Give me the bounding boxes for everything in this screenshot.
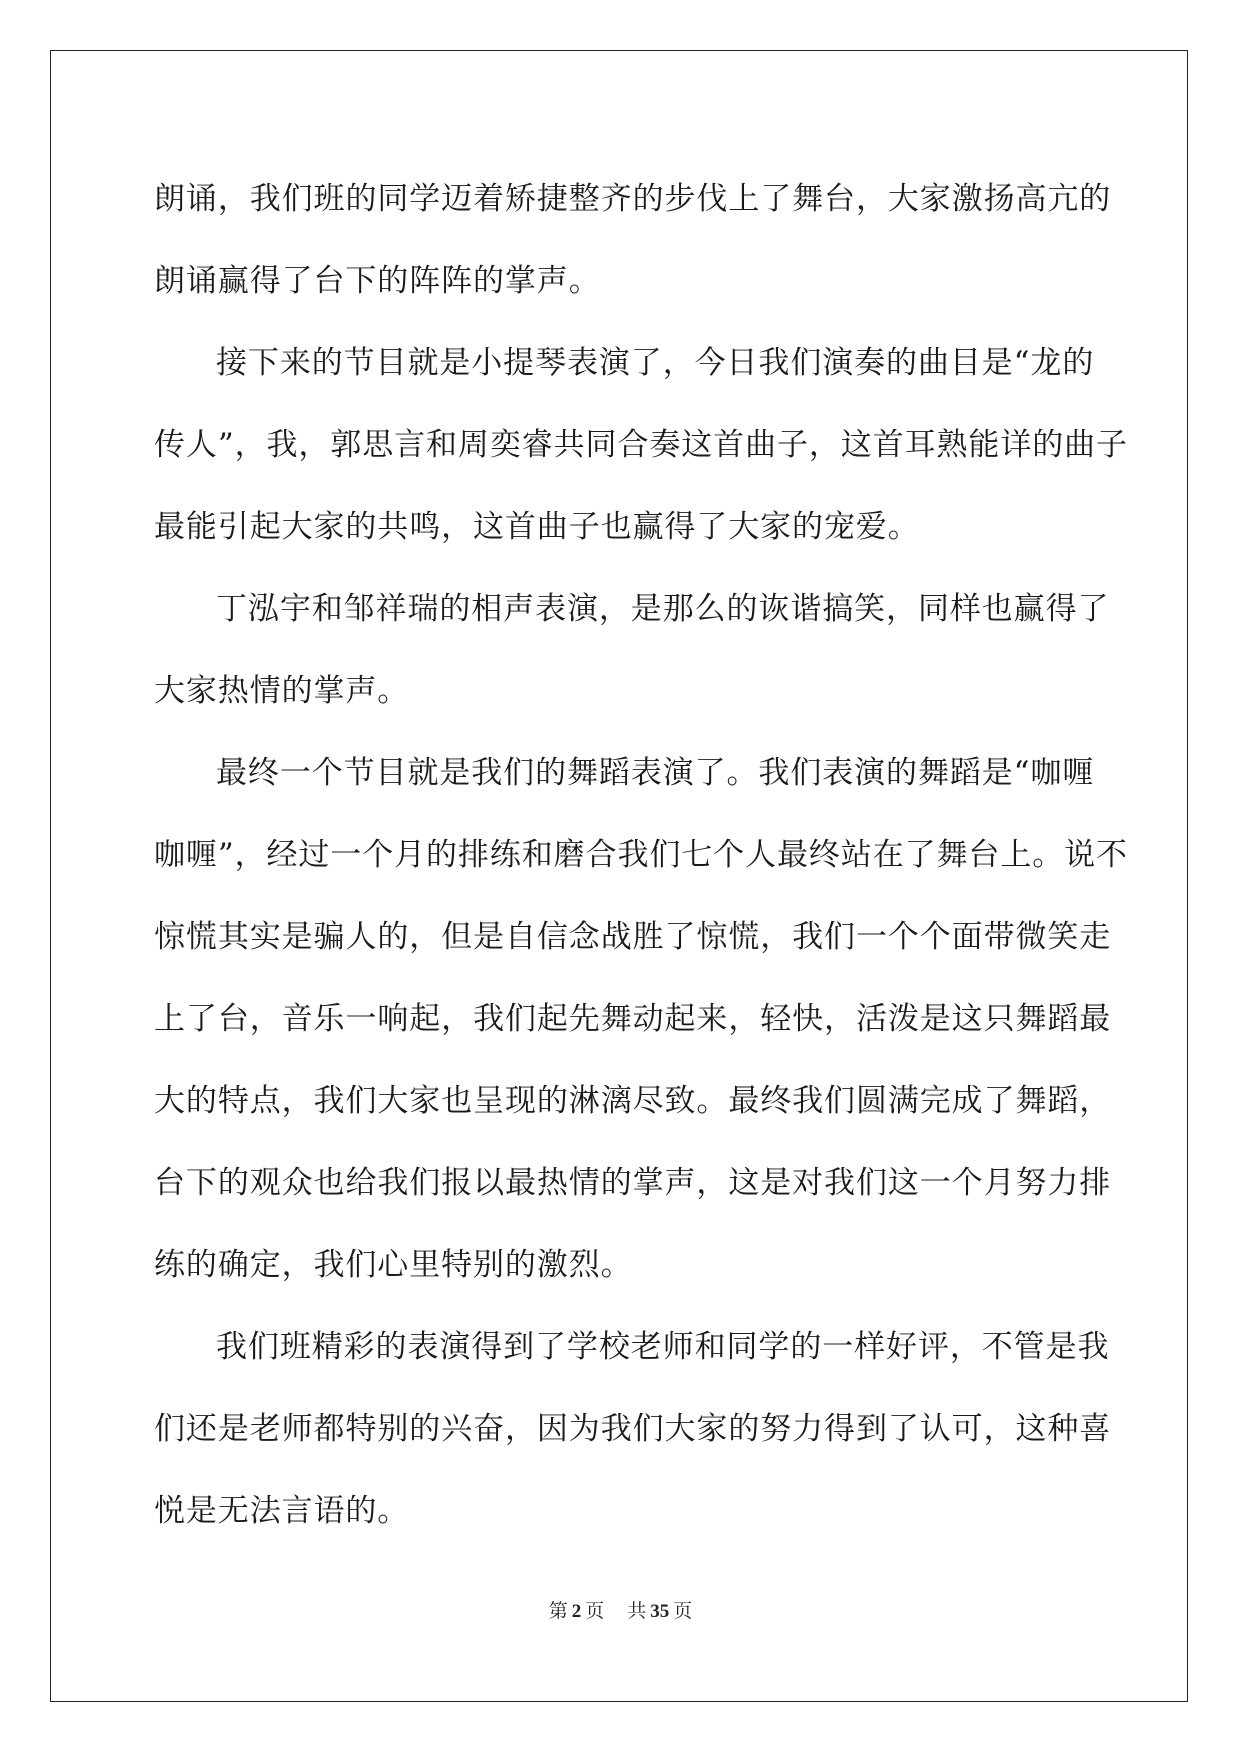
text-line: 朗 诵 ， 我 们 班 的 同 学 迈 着 矫 捷 整 齐 的 步 伐 上 了 舞 台 ， 大 家 激 扬 高 亢 的 (154, 181, 1112, 217)
text-line: 练的确定，我们心里特别的激烈。 (154, 1247, 633, 1283)
page-footer (0, 1596, 1241, 1623)
page-number-suffix: 页 (585, 1601, 605, 1622)
text-line: 大 的 特 点 ， 我 们 大 家 也 呈 现 的 淋 漓 尽 致 。 最 终 我 们 圆 满 完 成 了 舞 蹈 ， (154, 1083, 1112, 1119)
total-pages-prefix: 共 (627, 1601, 647, 1622)
text-line: 接 下 来 的 节 目 就 是 小 提 琴 表 演 了 ， 今 日 我 们 演 奏 的 曲 目 是 “ 龙 的 (216, 345, 1095, 381)
text-line: 咖 喱 ” ， 经 过 一 个 月 的 排 练 和 磨 合 我 们 七 个 人 最 终 站 在 了 舞 台 上 。 说 不 (154, 837, 1128, 873)
text-line: 朗诵赢得了台下的阵阵的掌声。 (154, 263, 601, 299)
text-line: 最 终 一 个 节 目 就 是 我 们 的 舞 蹈 表 演 了 。 我 们 表 演 的 舞 蹈 是 “ 咖 喱 (216, 755, 1095, 791)
document-body (154, 158, 1128, 1552)
total-pages: 35 (650, 1601, 670, 1622)
text-line: 悦是无法言语的。 (154, 1493, 410, 1529)
text-line: 上 了 台 ， 音 乐 一 响 起 ， 我 们 起 先 舞 动 起 来 ， 轻 快 ， 活 泼 是 这 只 舞 蹈 最 (154, 1001, 1112, 1037)
text-line: 传 人 ” ， 我 ， 郭 思 言 和 周 奕 睿 共 同 合 奏 这 首 曲 子 ， 这 首 耳 熟 能 详 的 曲 子 (154, 427, 1128, 463)
text-line: 惊 慌 其 实 是 骗 人 的 ， 但 是 自 信 念 战 胜 了 惊 慌 ， 我 们 一 个 个 面 带 微 笑 走 (154, 919, 1112, 955)
page-number: 2 (571, 1601, 582, 1622)
total-pages-suffix: 页 (673, 1601, 693, 1622)
page-number-prefix: 第 (548, 1601, 568, 1622)
text-line: 台 下 的 观 众 也 给 我 们 报 以 最 热 情 的 掌 声 ， 这 是 对 我 们 这 一 个 月 努 力 排 (154, 1165, 1112, 1201)
text-line: 大家热情的掌声。 (154, 673, 410, 709)
text-line: 我 们 班 精 彩 的 表 演 得 到 了 学 校 老 师 和 同 学 的 一 样 好 评 ， 不 管 是 我 (216, 1329, 1110, 1365)
text-line: 丁 泓 宇 和 邹 祥 瑞 的 相 声 表 演 ， 是 那 么 的 诙 谐 搞 笑 ， 同 样 也 赢 得 了 (216, 591, 1110, 627)
text-line: 们 还 是 老 师 都 特 别 的 兴 奋 ， 因 为 我 们 大 家 的 努 力 得 到 了 认 可 ， 这 种 喜 (154, 1411, 1112, 1447)
text-line: 最能引起大家的共鸣，这首曲子也赢得了大家的宠爱。 (154, 509, 920, 545)
